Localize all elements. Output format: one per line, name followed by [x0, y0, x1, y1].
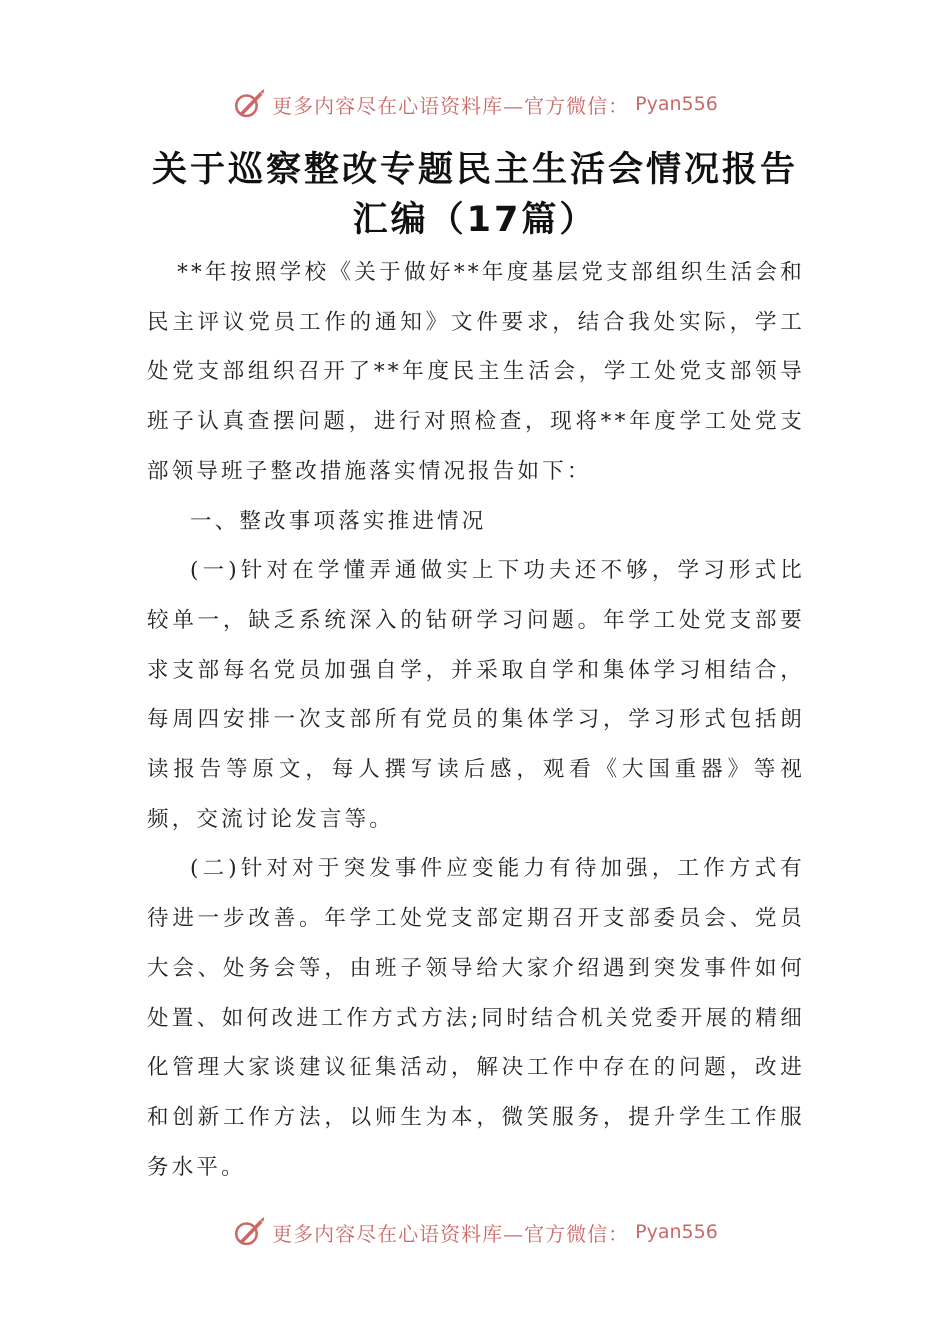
- intro-paragraph: **年按照学校《关于做好**年度基层党支部组织生活会和民主评议党员工作的通知》文件要求，结合我处实际，学工处党支部组织召开了**年度民主生活会，学工处党支部领导班子认真查摆问题，进行对照检查，现将**年度学工处党支部领导班子整改措施落实情况报告如下：: [147, 260, 805, 484]
- footer-watermark: [0, 1212, 950, 1252]
- watermark-wechat-id: Pyan556: [635, 1221, 718, 1243]
- quill-logo-icon: [232, 87, 266, 121]
- document-title: 关于巡察整改专题民主生活会情况报告汇编（17篇）: [151, 150, 798, 240]
- header-watermark: [0, 84, 950, 124]
- quill-logo-icon: [232, 1215, 266, 1249]
- watermark-wechat-id: Pyan556: [635, 93, 718, 115]
- item-paragraph-2: (二)针对对于突发事件应变能力有待加强，工作方式有待进一步改善。年学工处党支部定期召开支部委员会、党员大会、处务会等，由班子领导给大家介绍遇到突发事件如何处置、如何改进工作方式方法;同时结合机关党委开展的精细化管理大家谈建议征集活动，解决工作中存在的问题，改进和创新工作方法，以师生为本，微笑服务，提升学生工作服务水平。: [147, 856, 805, 1180]
- watermark-text: 更多内容尽在心语资料库—官方微信：: [272, 93, 630, 118]
- watermark-text: 更多内容尽在心语资料库—官方微信：: [272, 1221, 630, 1246]
- item-paragraph-1: (一)针对在学懂弄通做实上下功夫还不够，学习形式比较单一，缺乏系统深入的钻研学习问题。年学工处党支部要求支部每名党员加强自学，并采取自学和集体学习相结合，每周四安排一次支部所有党员的集体学习，学习形式包括朗读报告等原文，每人撰写读后感，观看《大国重器》等视频，交流讨论发言等。: [147, 558, 805, 832]
- section-heading: 一、整改事项落实推进情况: [190, 508, 487, 534]
- document-body: [147, 248, 805, 1192]
